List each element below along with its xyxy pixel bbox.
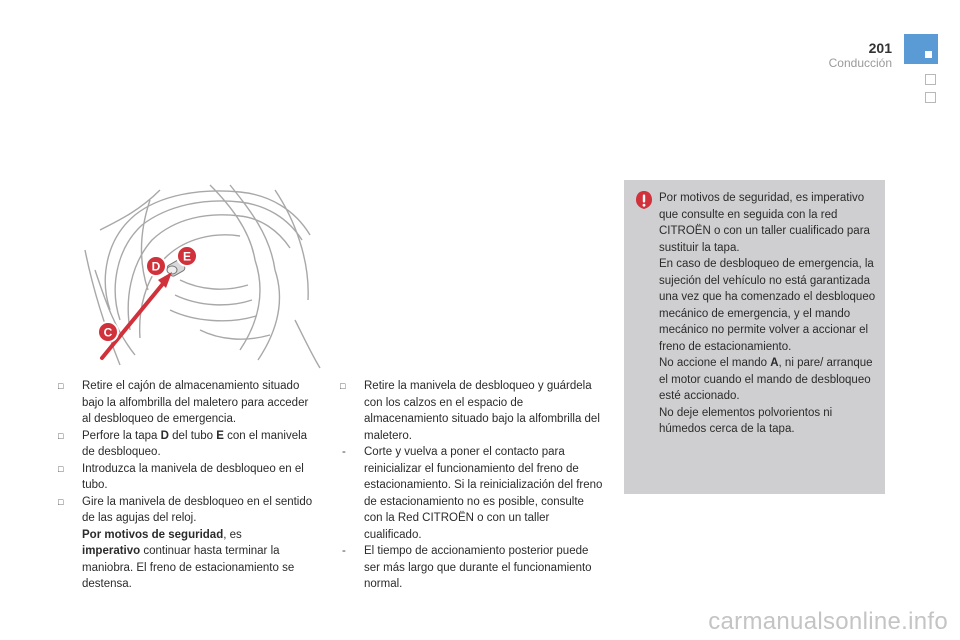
watermark: carmanualsonline.info: [708, 608, 948, 635]
warning-paragraph: En caso de desbloqueo de emergencia, la sujeción del vehículo no está garantizada una vez que ha comenzado el desbloqueo mecánico de emergencia, y el mando mecánico no permite volver a accionar el freno de estacionamiento.: [659, 258, 876, 353]
instruction-item: □ Gire la manivela de desbloqueo en el sentido de las agujas del reloj.: [58, 495, 313, 524]
warning-box: [624, 180, 885, 494]
safety-note: Por motivos de seguridad, es imperativo continuar hasta terminar la maniobra. El freno de estacionamiento se destensa.: [82, 528, 295, 590]
checkbox-bullet-icon: □: [58, 496, 64, 507]
instruction-item: □ Retire la manivela de desbloqueo y guárdela con los calzos en el espacio de almacenamiento situado bajo la alfombrilla del maletero.: [340, 380, 600, 442]
instruction-item: □ Introduzca la manivela de desbloqueo en el tubo.: [58, 462, 304, 491]
dash-item: - El tiempo de accionamiento posterior puede ser más largo que durante el funcionamiento normal.: [342, 545, 592, 590]
warning-paragraph: Por motivos de seguridad, es imperativo que consulte en seguida con la red CITROËN o con un taller cualificado para sustituir la tapa.: [659, 192, 870, 254]
instruction-item: □ Retire el cajón de almacenamiento situado bajo la alfombrilla del maletero para acceder al desbloqueo de emergencia.: [58, 380, 309, 425]
warning-icon: [634, 190, 654, 210]
dash-bullet: -: [342, 545, 346, 557]
instructions-column-1: [58, 378, 320, 593]
section-title: Conducción: [828, 56, 892, 70]
warning-text: [659, 190, 879, 438]
page-number: 201: [868, 40, 892, 56]
checkbox-bullet-icon: □: [58, 381, 64, 391]
warning-paragraph: No deje elementos polvorientos ni húmedos cerca de la tapa.: [659, 406, 833, 435]
checkbox-bullet-icon: □: [58, 463, 64, 474]
svg-text:E: E: [182, 249, 192, 264]
callout-c: [98, 322, 118, 342]
svg-text:D: D: [151, 259, 161, 274]
svg-text:C: C: [103, 325, 113, 340]
instruction-item: □ Perfore la tapa D del tubo E con el manivela de desbloqueo.: [58, 429, 308, 458]
callout-e: [177, 246, 197, 266]
instructions-column-2: [340, 378, 605, 593]
emergency-release-illustration: [80, 180, 325, 370]
chapter-tab-active[interactable]: [904, 34, 938, 64]
chapter-tab[interactable]: [925, 92, 936, 103]
chapter-tab[interactable]: [925, 74, 936, 85]
callout-d: [146, 256, 166, 276]
warning-paragraph: No accione el mando A, ni pare/ arranque el motor cuando el mando de desbloqueo esté accionado.: [659, 357, 873, 402]
dash-item: - Corte y vuelva a poner el contacto para reinicializar el funcionamiento del freno de estacionamiento. Si la reinicialización del freno de estacionamiento no es posible, consulte con la Red CITROËN o con un taller cualificado.: [342, 446, 603, 541]
dash-bullet: -: [342, 446, 346, 458]
checkbox-bullet-icon: □: [340, 381, 346, 391]
checkbox-bullet-icon: □: [58, 430, 64, 441]
tab-square-icon: [925, 51, 932, 58]
